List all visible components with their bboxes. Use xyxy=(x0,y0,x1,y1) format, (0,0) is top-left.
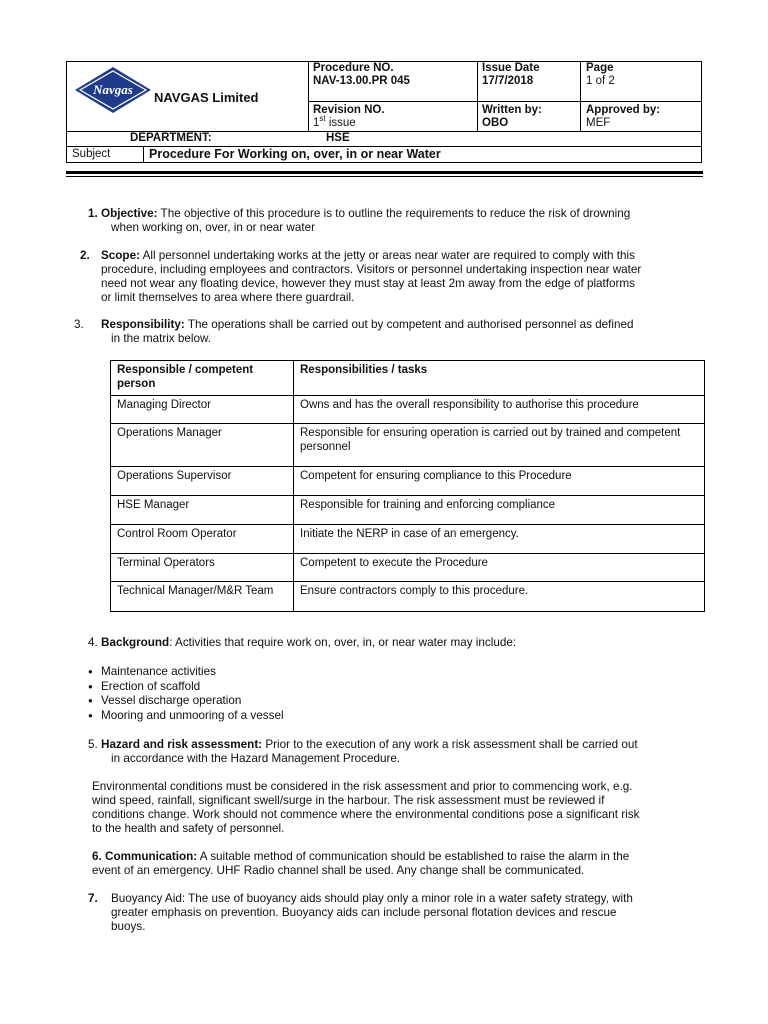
activities-list xyxy=(89,665,284,723)
section-2-title: Scope: xyxy=(101,249,140,262)
env-line3: conditions change. Work should not commence where the environmental conditions pose a significant risk xyxy=(92,808,640,821)
table-row xyxy=(111,467,705,496)
section-6-number: 6. xyxy=(92,850,102,863)
table-row xyxy=(111,554,705,582)
matrix-task: Ensure contractors comply to this procedure. xyxy=(294,582,705,612)
section-1-title: Objective: xyxy=(101,207,158,220)
section-2-line2: procedure, including employees and contractors. Visitors or personnel undertaking inspection near water xyxy=(101,263,642,276)
matrix-role: HSE Manager xyxy=(111,496,294,525)
revision-label: Revision NO. xyxy=(313,104,385,116)
company-name: NAVGAS Limited xyxy=(154,90,259,105)
section-5-title: Hazard and risk assessment: xyxy=(101,738,263,751)
env-line4: to the health and safety of personnel. xyxy=(92,822,285,835)
section-4-title: Background xyxy=(101,636,170,649)
table-row xyxy=(111,496,705,525)
section-5-line1: Prior to the execution of any work a risk assessment shall be carried out xyxy=(262,738,638,751)
matrix-header-row xyxy=(111,361,705,396)
responsibility-matrix xyxy=(110,360,705,612)
env-line1: Environmental conditions must be considered in the risk assessment and prior to commencing work, e.g. xyxy=(92,780,633,793)
list-item: ● Maintenance activities xyxy=(89,665,284,680)
section-1-number: 1. xyxy=(88,207,98,220)
matrix-role: Technical Manager/M&R Team xyxy=(111,582,294,612)
revision-value xyxy=(313,114,356,130)
matrix-role: Operations Supervisor xyxy=(111,467,294,496)
matrix-task: Competent to execute the Procedure xyxy=(294,554,705,582)
section-3-number: 3. xyxy=(74,318,84,331)
header-rule-thick xyxy=(66,171,703,174)
section-7-line1: Buoyancy Aid: The use of buoyancy aids should play only a minor role in a water safety strategy, with xyxy=(111,892,633,905)
logo-text: Navgas xyxy=(93,82,133,97)
matrix-role: Control Room Operator xyxy=(111,525,294,554)
department-label: DEPARTMENT: xyxy=(130,132,212,144)
section-6-title: Communication: xyxy=(105,850,198,863)
section-2-line4: or limit themselves to area where there guardrail. xyxy=(101,291,355,304)
issue-date-value: 17/7/2018 xyxy=(482,75,534,87)
env-line2: wind speed, rainfall, significant swell/surge in the harbour. The risk assessment must be reviewed if xyxy=(92,794,605,807)
procedure-no-label: Procedure NO. xyxy=(313,62,394,74)
list-item: ● Vessel discharge operation xyxy=(89,694,284,709)
header-rule-thin xyxy=(66,176,703,177)
approved-by-label: Approved by: xyxy=(586,104,661,116)
approved-by-value: MEF xyxy=(586,117,611,129)
list-item: ● Erection of scaffold xyxy=(89,680,284,695)
table-row xyxy=(111,582,705,612)
section-2-line3: need not wear any floating device, however they must stay at least 2m away from the edge of platforms xyxy=(101,277,636,290)
written-by-value: OBO xyxy=(482,117,509,129)
matrix-task: Initiate the NERP in case of an emergency. xyxy=(294,525,705,554)
section-6-line1: A suitable method of communication should be established to raise the alarm in the xyxy=(197,850,630,863)
section-7-line3: buoys. xyxy=(111,920,146,933)
section-7-line2: greater emphasis on prevention. Buoyancy aids can include personal flotation devices and rescue xyxy=(111,906,617,919)
section-2-line1: All personnel undertaking works at the jetty or areas near water are required to comply with this xyxy=(139,249,635,262)
written-by-label: Written by: xyxy=(482,104,542,116)
section-2-number: 2. xyxy=(80,249,90,262)
table-row xyxy=(111,396,705,424)
matrix-task: Responsible for ensuring operation is carried out by trained and competent personnel xyxy=(294,424,705,467)
list-item: ● Mooring and unmooring of a vessel xyxy=(89,709,284,724)
section-7-number: 7. xyxy=(88,892,98,905)
matrix-header-role: Responsible / competent person xyxy=(111,361,294,396)
page-label: Page xyxy=(586,62,614,74)
section-1-text: The objective of this procedure is to outline the requirements to reduce the risk of drowning xyxy=(157,207,631,220)
subject-label: Subject xyxy=(72,148,111,160)
issue-date-label: Issue Date xyxy=(482,62,540,74)
section-6-line2: event of an emergency. UHF Radio channel shall be used. Any change shall be communicated. xyxy=(92,864,585,877)
table-row xyxy=(111,424,705,467)
revision-sup: st xyxy=(319,114,326,124)
revision-suffix: issue xyxy=(325,117,356,129)
section-1-text-line2: when working on, over, in or near water xyxy=(111,221,315,234)
subject-value: Procedure For Working on, over, in or near Water xyxy=(149,147,441,161)
matrix-task: Owns and has the overall responsibility to authorise this procedure xyxy=(294,396,705,424)
section-3-line1: The operations shall be carried out by competent and authorised personnel as defined xyxy=(184,318,634,331)
department-value: HSE xyxy=(326,132,350,144)
matrix-role: Terminal Operators xyxy=(111,554,294,582)
navgas-logo xyxy=(73,65,153,115)
revision-num: 1 xyxy=(313,117,320,129)
section-4-text: : Activities that require work on, over, in, or near water may include: xyxy=(169,636,517,649)
matrix-role: Operations Manager xyxy=(111,424,294,467)
section-3-line2: in the matrix below. xyxy=(111,332,212,345)
section-5-line2: in accordance with the Hazard Management Procedure. xyxy=(111,752,401,765)
procedure-no-value: NAV-13.00.PR 045 xyxy=(313,75,410,87)
section-5-number: 5. xyxy=(88,738,98,751)
matrix-task: Responsible for training and enforcing compliance xyxy=(294,496,705,525)
table-row xyxy=(111,525,705,554)
section-3-title: Responsibility: xyxy=(101,318,185,331)
page-value: 1 of 2 xyxy=(586,75,615,87)
section-4-number: 4. xyxy=(88,636,98,649)
matrix-role: Managing Director xyxy=(111,396,294,424)
matrix-task: Competent for ensuring compliance to this Procedure xyxy=(294,467,705,496)
matrix-header-task: Responsibilities / tasks xyxy=(294,361,705,396)
